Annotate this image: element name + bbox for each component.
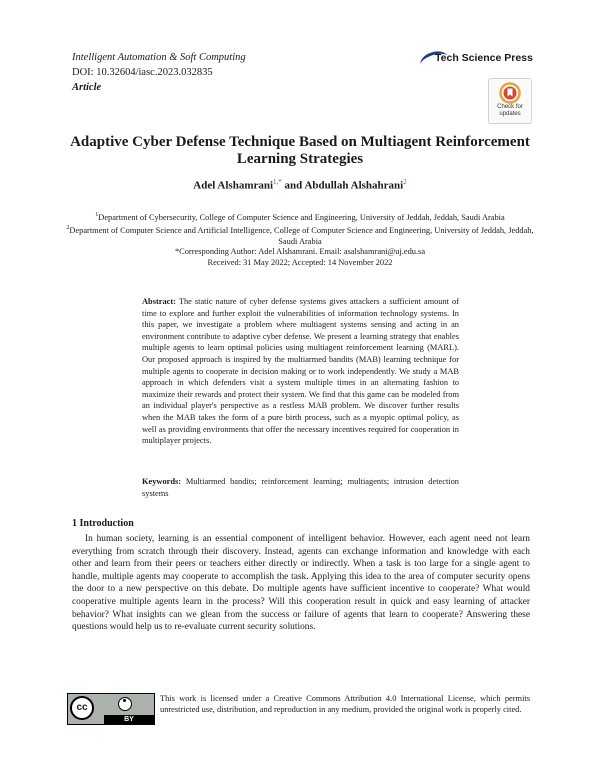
affiliations [60, 210, 540, 269]
attribution-person-icon [118, 697, 132, 711]
by-label: BY [104, 715, 154, 724]
publisher-name: Tech Science Press [435, 52, 533, 64]
author-1: Adel Alshamrani [193, 179, 274, 192]
cc-by-license-badge[interactable] [67, 693, 155, 725]
affiliation-2-text: Department of Computer Science and Artificial Intelligence, College of Computer Science and Engineering, University of Jeddah, Jeddah, Saudi Arabia [69, 226, 534, 246]
keywords [142, 476, 459, 499]
affiliation-1-mark: 1 [95, 212, 99, 218]
author-1-affil-mark[interactable]: 1,* [273, 178, 282, 186]
affiliation-2 [60, 223, 540, 247]
affiliation-2-mark: 2 [66, 225, 70, 232]
check-updates-label: Check for updates [497, 104, 523, 117]
author-line [60, 178, 540, 192]
abstract-text: The static nature of cyber defense systems gives attackers a sufficient amount of time to explore and further exploit the vulnerabilities of information technology systems. In this paper, we investigate a problem where multiagent systems sensing and acting in an environment contribute to adaptive cyber defense. We present a learning strategy that enables multiple agents to learn optimal policies using multiagent reinforcement learning (MARL). Our proposed approach is inspired by the multiarmed bandits (MAB) learning technique for multiple agents to cooperate in decision making or to work independently. We study a MAB approach in which defenders visit a system multiple times in an alternating fashion to maximize their rewards and protect their system. We find that this game can be modeled from an individual player's perspective as a restless MAB problem. We discover further results when the MAB takes the form of a pure birth process, such as a myopic optimal policy, as well as providing environments that offer the necessary incentives required for cooperation in multiplayer projects. [142, 297, 459, 446]
affiliation-1 [60, 210, 540, 223]
publisher-logo [420, 50, 533, 68]
introduction-paragraph: In human society, learning is an essential component of intelligent behavior. However, each agent need not learn everything from scratch through their discovery. Instead, agents can exchange information and knowledge with each other and learn from their peers or teachers either directly or indirectly. When a task is too large for a single agent to handle, multiple agents may cooperate to accomplish the task. Applying this idea to the area of computer security opens the door to a new perspective on this debate. Do multiple agents have sufficient incentive to cooperate? What would cooperative multiple agents learn in the process? Will this cooperation result in quick and easy learning of attacker behavior? What insights can we glean from the success or failure of agents that learn to cooperate? Answering these questions would help us to re-evaluate current security solutions. [72, 534, 530, 633]
keywords-text: Multiarmed bandits; reinforcement learning; multiagents; intrusion detection systems [142, 477, 459, 498]
check-updates-icon [499, 82, 521, 104]
corresponding-author: *Corresponding Author: Adel Alshamrani. Email: asalshamrani@uj.edu.sa [174, 247, 426, 257]
section-heading-introduction: 1 Introduction [72, 518, 134, 529]
abstract [142, 296, 459, 447]
article-type: Article [72, 82, 102, 93]
journal-name: Intelligent Automation & Soft Computing [72, 52, 246, 63]
author-2-affil-mark[interactable]: 2 [403, 178, 407, 186]
check-for-updates-badge[interactable] [488, 78, 532, 124]
keywords-label: Keywords: [142, 477, 182, 486]
author-conjunction: and [284, 179, 303, 192]
abstract-label: Abstract: [142, 297, 176, 306]
doi: DOI: 10.32604/iasc.2023.032835 [72, 67, 213, 78]
cc-icon: cc [70, 696, 94, 720]
author-2: Abdullah Alshahrani [304, 179, 404, 192]
affiliation-1-text: Department of Cybersecurity, College of Computer Science and Engineering, University of Jeddah, Jeddah, Saudi Arabia [98, 212, 505, 222]
received-accepted-dates: Received: 31 May 2022; Accepted: 14 November 2022 [207, 257, 393, 267]
paper-title: Adaptive Cyber Defense Technique Based on Multiagent Reinforcement Learning Strategies [70, 134, 530, 167]
license-text: This work is licensed under a Creative Commons Attribution 4.0 International License, which permits unrestricted use, distribution, and reproduction in any medium, provided the original work is properly cited. [160, 694, 530, 715]
